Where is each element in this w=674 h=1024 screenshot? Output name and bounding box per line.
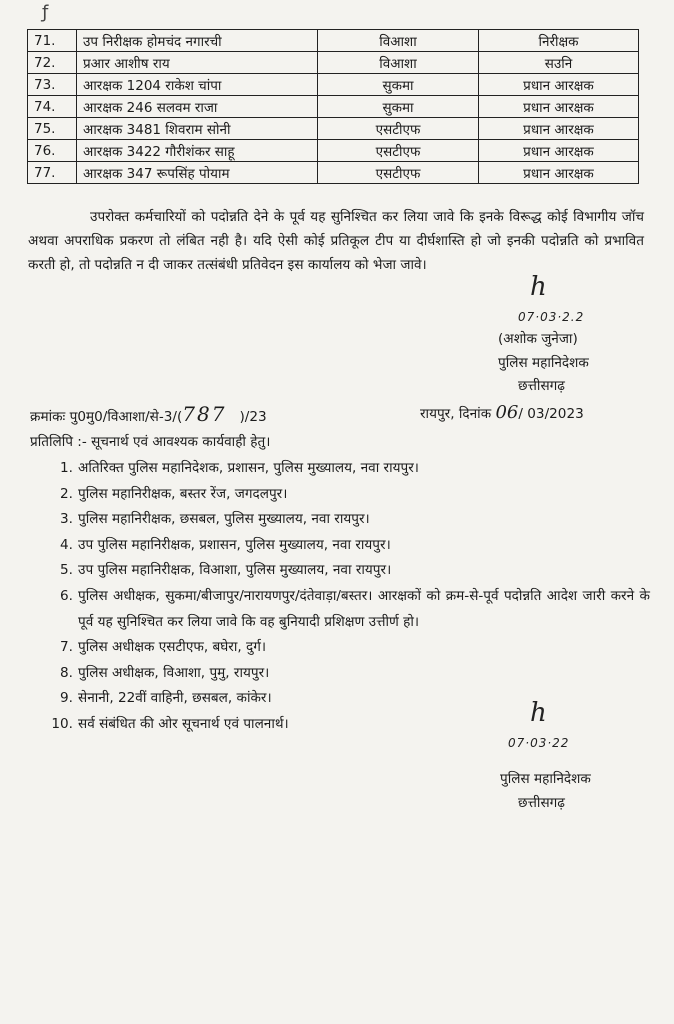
table-row (28, 96, 639, 118)
paragraph-text: उपरोक्त कर्मचारियों को पदोन्नति देने के पूर्व यह सुनिश्चित कर लिया जावे कि इनके विरूद्ध कोई विभागीय जॉच अथवा अपराधिक प्रकरण तो लंबित नही है। यदि ऐसी कोई प्रतिकूल टीप या दीर्घशास्ति हो जो इनकी पदोन्नति को प्रभावित करती हो, तो पदोन्नति न दी जाकर तत्संबंधी प्रतिवेदन इस कार्यालय को भेजा जावे। (28, 209, 644, 273)
list-item-text: पुलिस अधीक्षक, सुकमा/बीजापुर/नारायणपुर/दंतेवाड़ा/बस्तर। आरक्षकों को क्रम-से-पूर्व पदोन्नति आदेश जारी करने के पूर्व यह सुनिश्चित कर लिया जावे कि वह बुनियादी प्रशिक्षण उत्तीर्ण हो। (78, 587, 650, 630)
row-unit: विआशा (318, 30, 479, 52)
signatory-2-designation: पुलिस महानिदेशक (500, 771, 591, 787)
row-number: 72. (28, 52, 77, 74)
list-item-text: पुलिस महानिरीक्षक, छसबल, पुलिस मुख्यालय, नवा रायपुर। (78, 511, 370, 528)
place-date (420, 402, 584, 423)
row-name: आरक्षक 1204 राकेश चांपा (77, 74, 318, 96)
promotion-table (27, 29, 639, 184)
list-item-number: 8. (60, 664, 73, 681)
instruction-paragraph (28, 205, 644, 277)
row-unit: एसटीएफ (318, 162, 479, 184)
list-item-number: 7. (60, 639, 73, 656)
list-item-number: 5. (60, 562, 73, 579)
row-unit: विआशा (318, 52, 479, 74)
row-number: 74. (28, 96, 77, 118)
table-row (28, 140, 639, 162)
row-number: 73. (28, 74, 77, 96)
list-item (30, 558, 650, 584)
list-item (30, 456, 650, 482)
ink-mark: ƒ (42, 2, 49, 23)
row-unit: सुकमा (318, 96, 479, 118)
list-item-text: उप पुलिस महानिरीक्षक, प्रशासन, पुलिस मुख्यालय, नवा रायपुर। (78, 536, 391, 553)
handwritten-day: 06 (495, 402, 519, 423)
row-name: उप निरीक्षक होमचंद नगारची (77, 30, 318, 52)
list-item-number: 6. (60, 587, 73, 604)
list-item-number: 10. (51, 715, 73, 732)
list-item (30, 507, 650, 533)
row-post: प्रधान आरक्षक (479, 118, 639, 140)
reference-suffix: )/23 (239, 409, 267, 425)
table-row (28, 30, 639, 52)
list-item-text: पुलिस अधीक्षक एसटीएफ, बघेरा, दुर्ग। (78, 639, 267, 656)
row-post: प्रधान आरक्षक (479, 140, 639, 162)
signature-1-date: 07·03·2.2 (518, 310, 585, 324)
list-item (30, 482, 650, 508)
signatory-state: छत्तीसगढ़ (518, 378, 565, 394)
row-post: निरीक्षक (479, 30, 639, 52)
row-post: प्रधान आरक्षक (479, 96, 639, 118)
signature-1: h (530, 272, 547, 302)
row-number: 76. (28, 140, 77, 162)
list-item-text: उप पुलिस महानिरीक्षक, विआशा, पुलिस मुख्यालय, नवा रायपुर। (78, 562, 392, 579)
signatory-name: (अशोक जुनेजा) (498, 331, 578, 347)
row-post: सउनि (479, 52, 639, 74)
row-number: 75. (28, 118, 77, 140)
date-suffix: / 03/2023 (518, 406, 584, 422)
row-name: आरक्षक 246 सलवम राजा (77, 96, 318, 118)
list-item (30, 686, 650, 712)
row-post: प्रधान आरक्षक (479, 162, 639, 184)
reference-handwritten-number: 787 (182, 402, 227, 426)
reference-prefix: क्रमांकः पु0मु0/विआशा/से-3/( (30, 409, 183, 425)
row-number: 71. (28, 30, 77, 52)
row-post: प्रधान आरक्षक (479, 74, 639, 96)
list-item-number: 2. (60, 485, 73, 502)
list-item-number: 4. (60, 536, 73, 553)
table-row (28, 74, 639, 96)
list-item-number: 3. (60, 511, 73, 528)
distribution-list (30, 456, 650, 738)
table-row (28, 118, 639, 140)
list-item (30, 712, 650, 738)
row-number: 77. (28, 162, 77, 184)
row-unit: सुकमा (318, 74, 479, 96)
list-item-text: अतिरिक्त पुलिस महानिदेशक, प्रशासन, पुलिस मुख्यालय, नवा रायपुर। (78, 460, 419, 476)
row-name: आरक्षक 3481 शिवराम सोनी (77, 118, 318, 140)
list-item-text: सेनानी, 22वीं वाहिनी, छसबल, कांकेर। (78, 690, 272, 707)
list-item-text: पुलिस अधीक्षक, विआशा, पुमु, रायपुर। (78, 664, 270, 681)
reference-number (30, 402, 267, 426)
row-name: आरक्षक 3422 गौरीशंकर साहू (77, 140, 318, 162)
list-item-text: पुलिस महानिरीक्षक, बस्तर रेंज, जगदलपुर। (78, 485, 288, 502)
signature-2-date: 07·03·22 (508, 736, 570, 750)
list-item (30, 661, 650, 687)
list-item-number: 1. (60, 460, 73, 476)
row-name: आरक्षक 347 रूपसिंह पोयाम (77, 162, 318, 184)
signature-2: h (530, 698, 547, 728)
signatory-designation: पुलिस महानिदेशक (498, 355, 589, 371)
copy-to-heading: प्रतिलिपि :- सूचनार्थ एवं आवश्यक कार्यवाही हेतु। (30, 434, 271, 450)
row-unit: एसटीएफ (318, 118, 479, 140)
list-item-text: सर्व संबंधित की ओर सूचनार्थ एवं पालनार्थ। (78, 715, 289, 732)
list-item (30, 584, 650, 635)
row-unit: एसटीएफ (318, 140, 479, 162)
place-date-prefix: रायपुर, दिनांक (420, 406, 492, 422)
table-row (28, 162, 639, 184)
list-item-number: 9. (60, 690, 73, 707)
row-name: प्रआर आशीष राय (77, 52, 318, 74)
list-item (30, 533, 650, 559)
signatory-2-state: छत्तीसगढ़ (518, 795, 565, 811)
table-row (28, 52, 639, 74)
list-item (30, 635, 650, 661)
